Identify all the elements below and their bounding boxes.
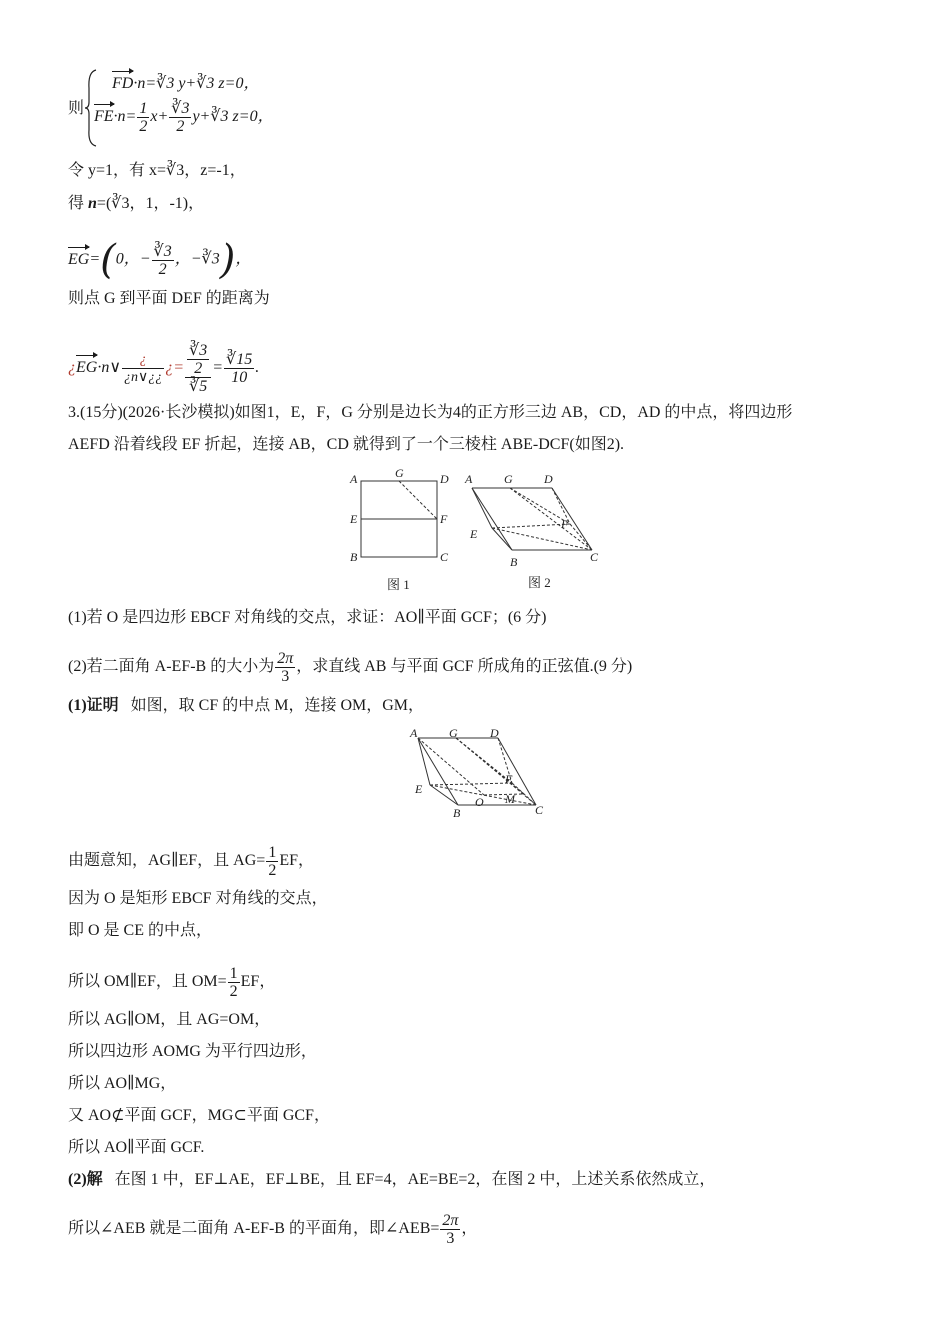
fig3-label-a: A [410,726,418,740]
solution-line-ao-mg: 所以 AO∥MG， [68,1075,177,1092]
solution-line-parallelogram: 所以四边形 AOMG 为平行四边形， [68,1043,317,1060]
system-eq1: FD·n=∛3 y+∛3 z=0， [112,75,260,92]
solution-line-angle: 所以∠AEB 就是二面角 A-EF-B 的平面角，即∠AEB= $\frac{2\pi}{3}$ ， [68,1212,478,1247]
fig1-label-e: E [350,512,358,526]
fig2-label-a: A [465,472,473,486]
solution-2-intro: (2)解 在图 1 中，EF⊥AE，EF⊥BE，且 EF=4，AE=BE=2，在图 2 中，上述关系依然成立， [68,1171,716,1188]
fig1-label-f: F [440,512,448,526]
solution-1-intro: (1)证明 如图，取 CF 的中点 M，连接 OM，GM， [68,697,425,714]
solution-line-ag-om: 所以 AG∥OM，且 AG=OM， [68,1011,271,1028]
fig3-label-e: E [415,782,423,796]
line-normal-n: 得 n=(∛3，1，-1)， [68,195,205,212]
figure-2 [462,466,607,596]
fig1-label-a: A [350,472,358,486]
figure-1 [340,466,460,596]
solution-line-o-rect: 因为 O 是矩形 EBCF 对角线的交点， [68,890,328,907]
line-let-y: 令 y=1，有 x=∛3，z=-1， [68,162,246,179]
solution-line-om: 所以 OM∥EF，且 OM= $\frac{1}{2}$ EF， [68,965,276,1000]
fig1-label-b: B [350,550,358,564]
fig3-label-b: B [453,806,461,820]
fig3-label-g: G [449,726,458,740]
fig1-label-d: D [440,472,449,486]
vec-fe: FE [94,108,114,126]
line-distance-intro: 则点 G 到平面 DEF 的距离为 [68,290,270,307]
fig2-label-d: D [544,472,553,486]
solution-line-o-mid: 即 O 是 CE 的中点， [68,922,213,939]
solution-line-conclusion: 所以 AO∥平面 GCF. [68,1139,205,1156]
fig2-label-g: G [504,472,513,486]
fig2-label-f: F [561,517,569,531]
fig2-label-b: B [510,555,518,569]
fig3-label-m: M [505,792,515,806]
question-2: (2)若二面角 A-EF-B 的大小为 $\frac{2\pi}{3}$ ，求直线 AB 与平面 GCF 所成角的正弦值.(9 分) [68,650,633,685]
fig2-caption: 图 2 [528,575,551,590]
line-vec-eg: EG=(0，− $\frac{∛3}{2}$ ，−∛3)， [68,237,252,283]
system-eq2: FE·n= $\frac{1}{2}$ x+ $\frac{∛3}{2}$ y+∛3 z=0， [94,100,274,135]
problem3-line1: 3.(15分)(2026·长沙模拟)如图1，E，F，G 分别是边长为4的正方形三边 AB，CD，AD 的中点，将四边形 [68,404,793,421]
fig2-label-c: C [590,550,599,564]
figure-3 [404,725,554,820]
solution-line-ag: 由题意知，AG∥EF，且 AG= $\frac{1}{2}$ EF， [68,844,314,879]
fig3-label-f: F [505,772,513,786]
fig3-label-c: C [535,803,544,817]
fig2-label-e: E [470,527,478,541]
distance-formula: ¿EG·n∨ $\frac{¿}{¿n\vee¿¿}$ ¿= $\frac{\frac{∛3}{2}}{∛5}$ = $\frac{∛15}{10}$ . [68,342,260,395]
fig3-label-d: D [490,726,499,740]
solution-line-plane: 又 AO⊄平面 GCF，MG⊂平面 GCF， [68,1107,330,1124]
fig3-label-o: O [475,795,484,809]
question-1: (1)若 O 是四边形 EBCF 对角线的交点，求证：AO∥平面 GCF；(6 分) [68,609,547,626]
fig1-label-c: C [440,550,449,564]
fig1-label-g: G [395,466,404,480]
vec-fd: FD [112,75,134,92]
problem3-line2: AEFD 沿着线段 EF 折起，连接 AB，CD 就得到了一个三棱柱 ABE-DCF(如图2). [68,436,625,453]
system-label: 则 [68,100,85,117]
fig1-caption: 图 1 [387,577,410,592]
